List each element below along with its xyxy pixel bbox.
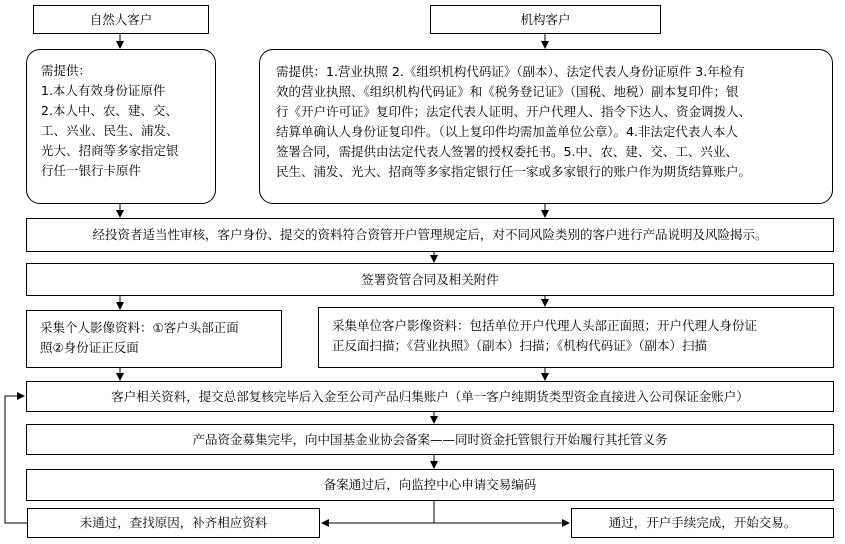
institution-req-line: 签署合同，需提供由法定代表人签署的授权委托书。5.中、农、建、交、工、兴业、 [276, 144, 738, 159]
institution-req-line: 行《开户许可证》复印件；法定代表人证明、开户代理人、指令下达人、资金调拨人、 [276, 104, 752, 119]
institution-req-line: 民生、浦发、光大、招商等多家指定银行任一家或多家银行的账户作为期货结算账户。 [276, 164, 752, 179]
apply-trading-code-box [26, 469, 834, 501]
institution-client-box [430, 5, 661, 34]
passed-box [571, 508, 834, 538]
institution-imaging-line: 采集单位客户影像资料：包括单位开户代理人头部正面照；开户代理人身份证 [332, 318, 758, 333]
individual-req-line: 光大、招商等多家指定银 [41, 143, 179, 158]
individual-req-line: 行任一银行卡原件 [41, 163, 142, 178]
suitability-review-text: 经投资者适当性审核，客户身份、提交的资料符合资管开户管理规定后，对不同风险类别的客户进行产品说明及风险揭示。 [92, 227, 768, 242]
individual-client-box [33, 5, 209, 34]
submit-funds-text: 客户相关资料，提交总部复核完毕后入金至公司产品归集账户（单一客户纯期货类型资金直接进入公司保证金账户） [111, 388, 749, 404]
individual-imaging-box [26, 310, 282, 368]
individual-imaging-line: 照②身份证正反面 [40, 340, 139, 355]
institution-req-line: 效的营业执照、《组织机构代码证》和《税务登记证》（国税、地税）副本复印件；银 [276, 84, 739, 99]
sign-contract-box [26, 263, 834, 296]
individual-client-label: 自然人客户 [89, 11, 153, 27]
individual-req-line: 1.本人有效身份证原件 [41, 83, 166, 98]
sign-contract-text: 签署资管合同及相关附件 [361, 271, 499, 287]
institution-imaging-line: 正反面扫描；《营业执照》（副本）扫描；《机构代码证》（副本）扫描 [332, 338, 708, 353]
individual-req-line: 工、兴业、民生、浦发、 [41, 123, 179, 138]
fundraising-done-box [26, 424, 834, 455]
not-passed-text: 未通过，查找原因，补齐相应资料 [79, 515, 268, 530]
passed-text: 通过，开户手续完成，开始交易。 [608, 515, 797, 530]
arrow-loop-back-to-submit [5, 396, 27, 523]
apply-trading-code-text: 备案通过后，向监控中心申请交易编码 [323, 477, 537, 492]
individual-requirements-box [26, 49, 216, 204]
institution-req-line: 结算单确认人身份证复印件。（以上复印件均需加盖单位公章）。4.非法定代表人本人 [276, 124, 738, 139]
institution-req-line: 需提供：1.营业执照 2.《组织机构代码证》（副本）、法定代表人身份证原件 3.年检有 [276, 64, 745, 79]
fundraising-done-text: 产品资金募集完毕，向中国基金业协会备案——同时资金托管银行开始履行其托管义务 [192, 431, 668, 447]
individual-imaging-line: 采集个人影像资料：①客户头部正面 [40, 320, 239, 335]
individual-req-line: 需提供： [41, 63, 92, 78]
suitability-review-box [26, 218, 834, 252]
institution-imaging-box [318, 307, 834, 368]
submit-funds-box [26, 381, 834, 412]
not-passed-box [27, 508, 320, 538]
institution-requirements-box [259, 49, 833, 204]
institution-client-label: 机构客户 [520, 11, 571, 27]
individual-req-line: 2.本人中、农、建、交、 [41, 103, 178, 118]
